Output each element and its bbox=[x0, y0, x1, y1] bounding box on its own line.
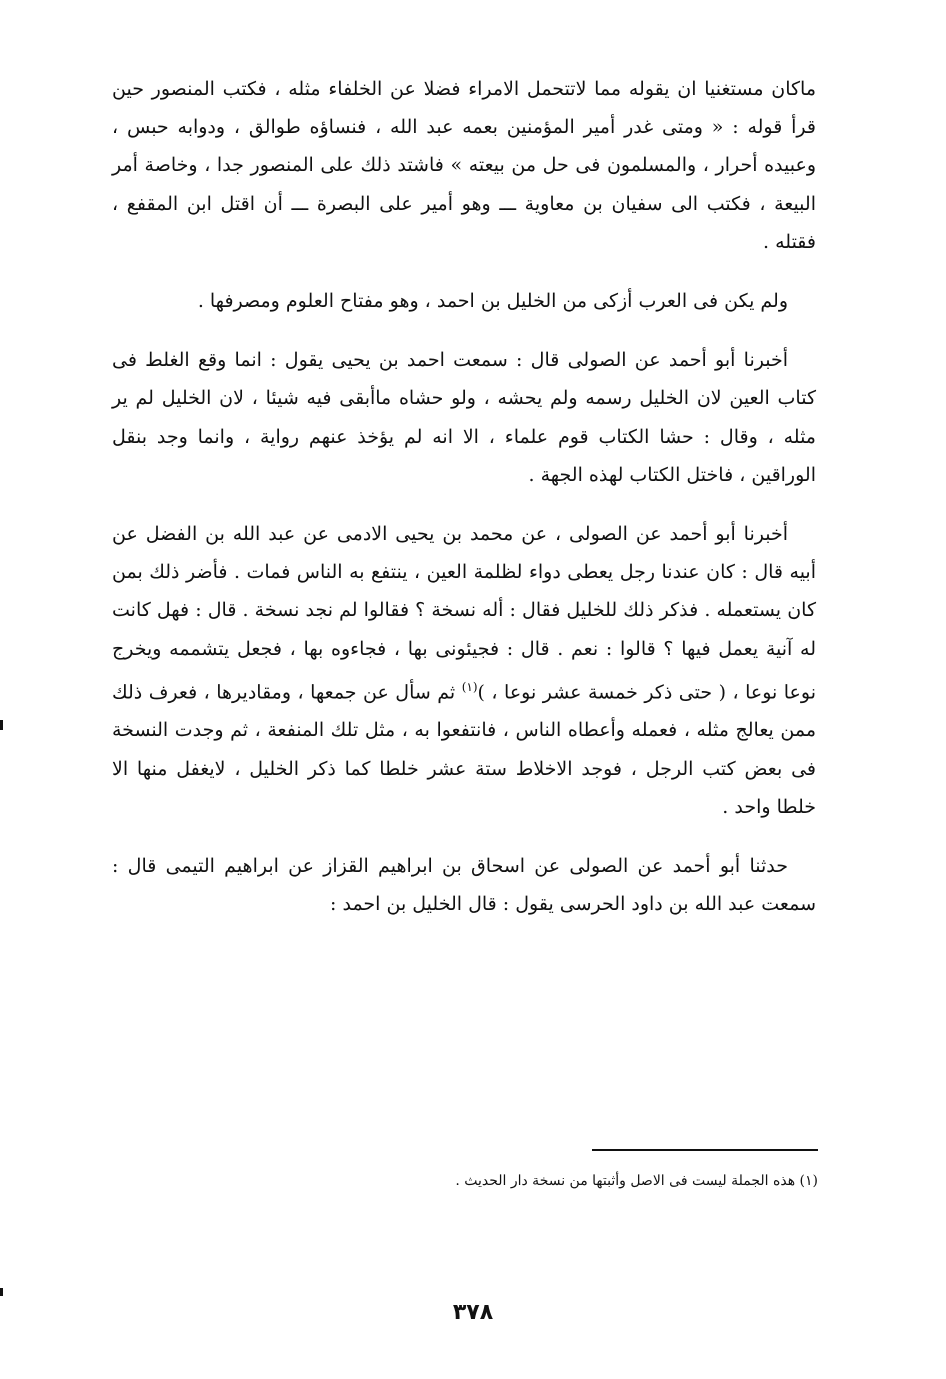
paragraph-5: حدثنا أبو أحمد عن الصولى عن اسحاق بن ابراهيم القزاز عن ابراهيم التيمى قال : سمعت عبد الله بن داود الحرسى يقول : قال الخليل بن احمد : bbox=[112, 854, 816, 916]
paragraph-4 bbox=[112, 515, 816, 826]
scan-edge-mark bbox=[0, 720, 3, 730]
scan-edge-mark bbox=[0, 1288, 3, 1296]
paragraph-1: ماكان مستغنيا ان يقوله مما لاتتحمل الامراء فضلا عن الخلفاء مثله ، فكتب المنصور حين قرأ قوله : « ومتى غدر أمير المؤمنين بعمه عبد الله ، فنساؤه طوالق ، ودوابه حبس ، وعبيده أحرار ، والمسلمون فى حل من بيعته » فاشتد ذلك على المنصور جدا ، وخاصة أمر البيعة ، فكتب الى سفيان بن معاوية ـــ وهو أمير على البصرة ـــ أن اقتل ابن المقفع ، فقتله . bbox=[112, 78, 816, 253]
main-text bbox=[112, 70, 816, 944]
footnote-divider bbox=[592, 1149, 818, 1151]
paragraph-4-part-2: ثم سأل عن جمعها ، ومقاديرها ، فعرف ذلك ممن يعالج مثله ، فعمله وأعطاه الناس ، فانتفعوا به ، مثل تلك المنفعة ، ثم وجدت النسخة فى بعض كتب الرجل ، فوجد الاخلاط ستة عشر خلطا كما ذكر الخليل ، لايغفل منها الا خلطا واحد . bbox=[112, 681, 816, 818]
footnote: (١) هذه الجملة ليست فى الاصل وأثبتها من نسخة دار الحديث . bbox=[455, 1173, 818, 1189]
page-number: ٣٧٨ bbox=[452, 1300, 494, 1325]
footnote-reference: (١) bbox=[461, 679, 478, 694]
paragraph-3: أخبرنا أبو أحمد عن الصولى قال : سمعت احمد بن يحيى يقول : انما وقع الغلط فى كتاب العين لان الخليل رسمه ولم يحشه ، ولو حشاه ماأبقى فيه شيئا ، لان الخليل لم ير مثله ، وقال : حشا الكتاب قوم علماء ، الا انه لم يؤخذ عنهم رواية ، وانما وجد بنقل الوراقين ، فاختل الكتاب لهذه الجهة . bbox=[112, 349, 816, 486]
paragraph-4-part-1: أخبرنا أبو أحمد عن الصولى ، عن محمد بن يحيى الادمى عن عبد الله بن الفضل عن أبيه قال : كان عندنا رجل يعطى دواء لظلمة العين ، ينتفع به الناس فمات . فأضر ذلك بمن كان يستعمله . فذكر ذلك للخليل فقال : أله نسخة ؟ فقالوا لم نجد نسخة . قال : فهل كانت له آنية يعمل فيها ؟ قالوا : نعم . قال : فجيئونى بها ، فجاءوه بها ، فجعل يتشممه ويخرج نوعا نوعا ، ( حتى ذكر خمسة عشر نوعا ، ) bbox=[112, 523, 816, 704]
paragraph-2: ولم يكن فى العرب أزكى من الخليل بن احمد ، وهو مفتاح العلوم ومصرفها . bbox=[197, 290, 788, 313]
